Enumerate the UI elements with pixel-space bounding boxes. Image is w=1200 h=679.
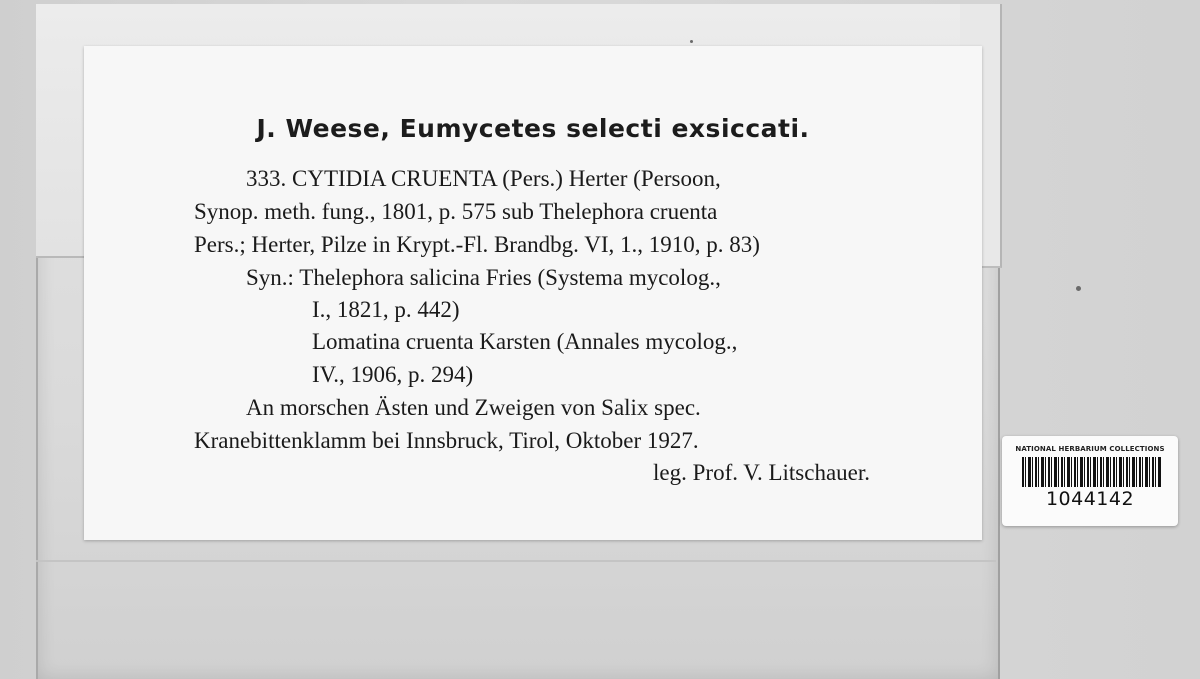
label-line-synonym-1-ref: I., 1821, p. 442) [312, 297, 460, 322]
label-line-reference-2: Pers.; Herter, Pilze in Krypt.-Fl. Brandbg. VI, 1., 1910, p. 83) [194, 232, 760, 257]
dust-speck [1076, 286, 1081, 291]
herbarium-label [84, 46, 982, 540]
label-line-synonym-2-ref: IV., 1906, p. 294) [312, 362, 474, 387]
label-line-habitat: An morschen Ästen und Zweigen von Salix spec. [246, 395, 701, 420]
packet-crease [36, 560, 996, 562]
label-line-species: 333. CYTIDIA CRUENTA (Pers.) Herter (Persoon, [246, 166, 721, 191]
barcode-header: NATIONAL HERBARIUM COLLECTIONS [1015, 445, 1165, 453]
label-line-collector: leg. Prof. V. Litschauer. [653, 460, 870, 485]
label-line-synonym-1: Syn.: Thelephora salicina Fries (Systema mycolog., [246, 265, 721, 290]
barcode-number: 1044142 [1045, 488, 1135, 510]
barcode-label [1002, 436, 1178, 526]
barcode-icon [1022, 457, 1162, 487]
label-title: J. Weese, Eumycetes selecti exsiccati. [256, 114, 810, 143]
label-line-locality: Kranebittenklamm bei Innsbruck, Tirol, Oktober 1927. [194, 428, 699, 453]
dust-speck [690, 40, 693, 43]
label-line-reference-1: Synop. meth. fung., 1801, p. 575 sub Thelephora cruenta [194, 199, 718, 224]
label-line-synonym-2: Lomatina cruenta Karsten (Annales mycolog., [312, 329, 738, 354]
